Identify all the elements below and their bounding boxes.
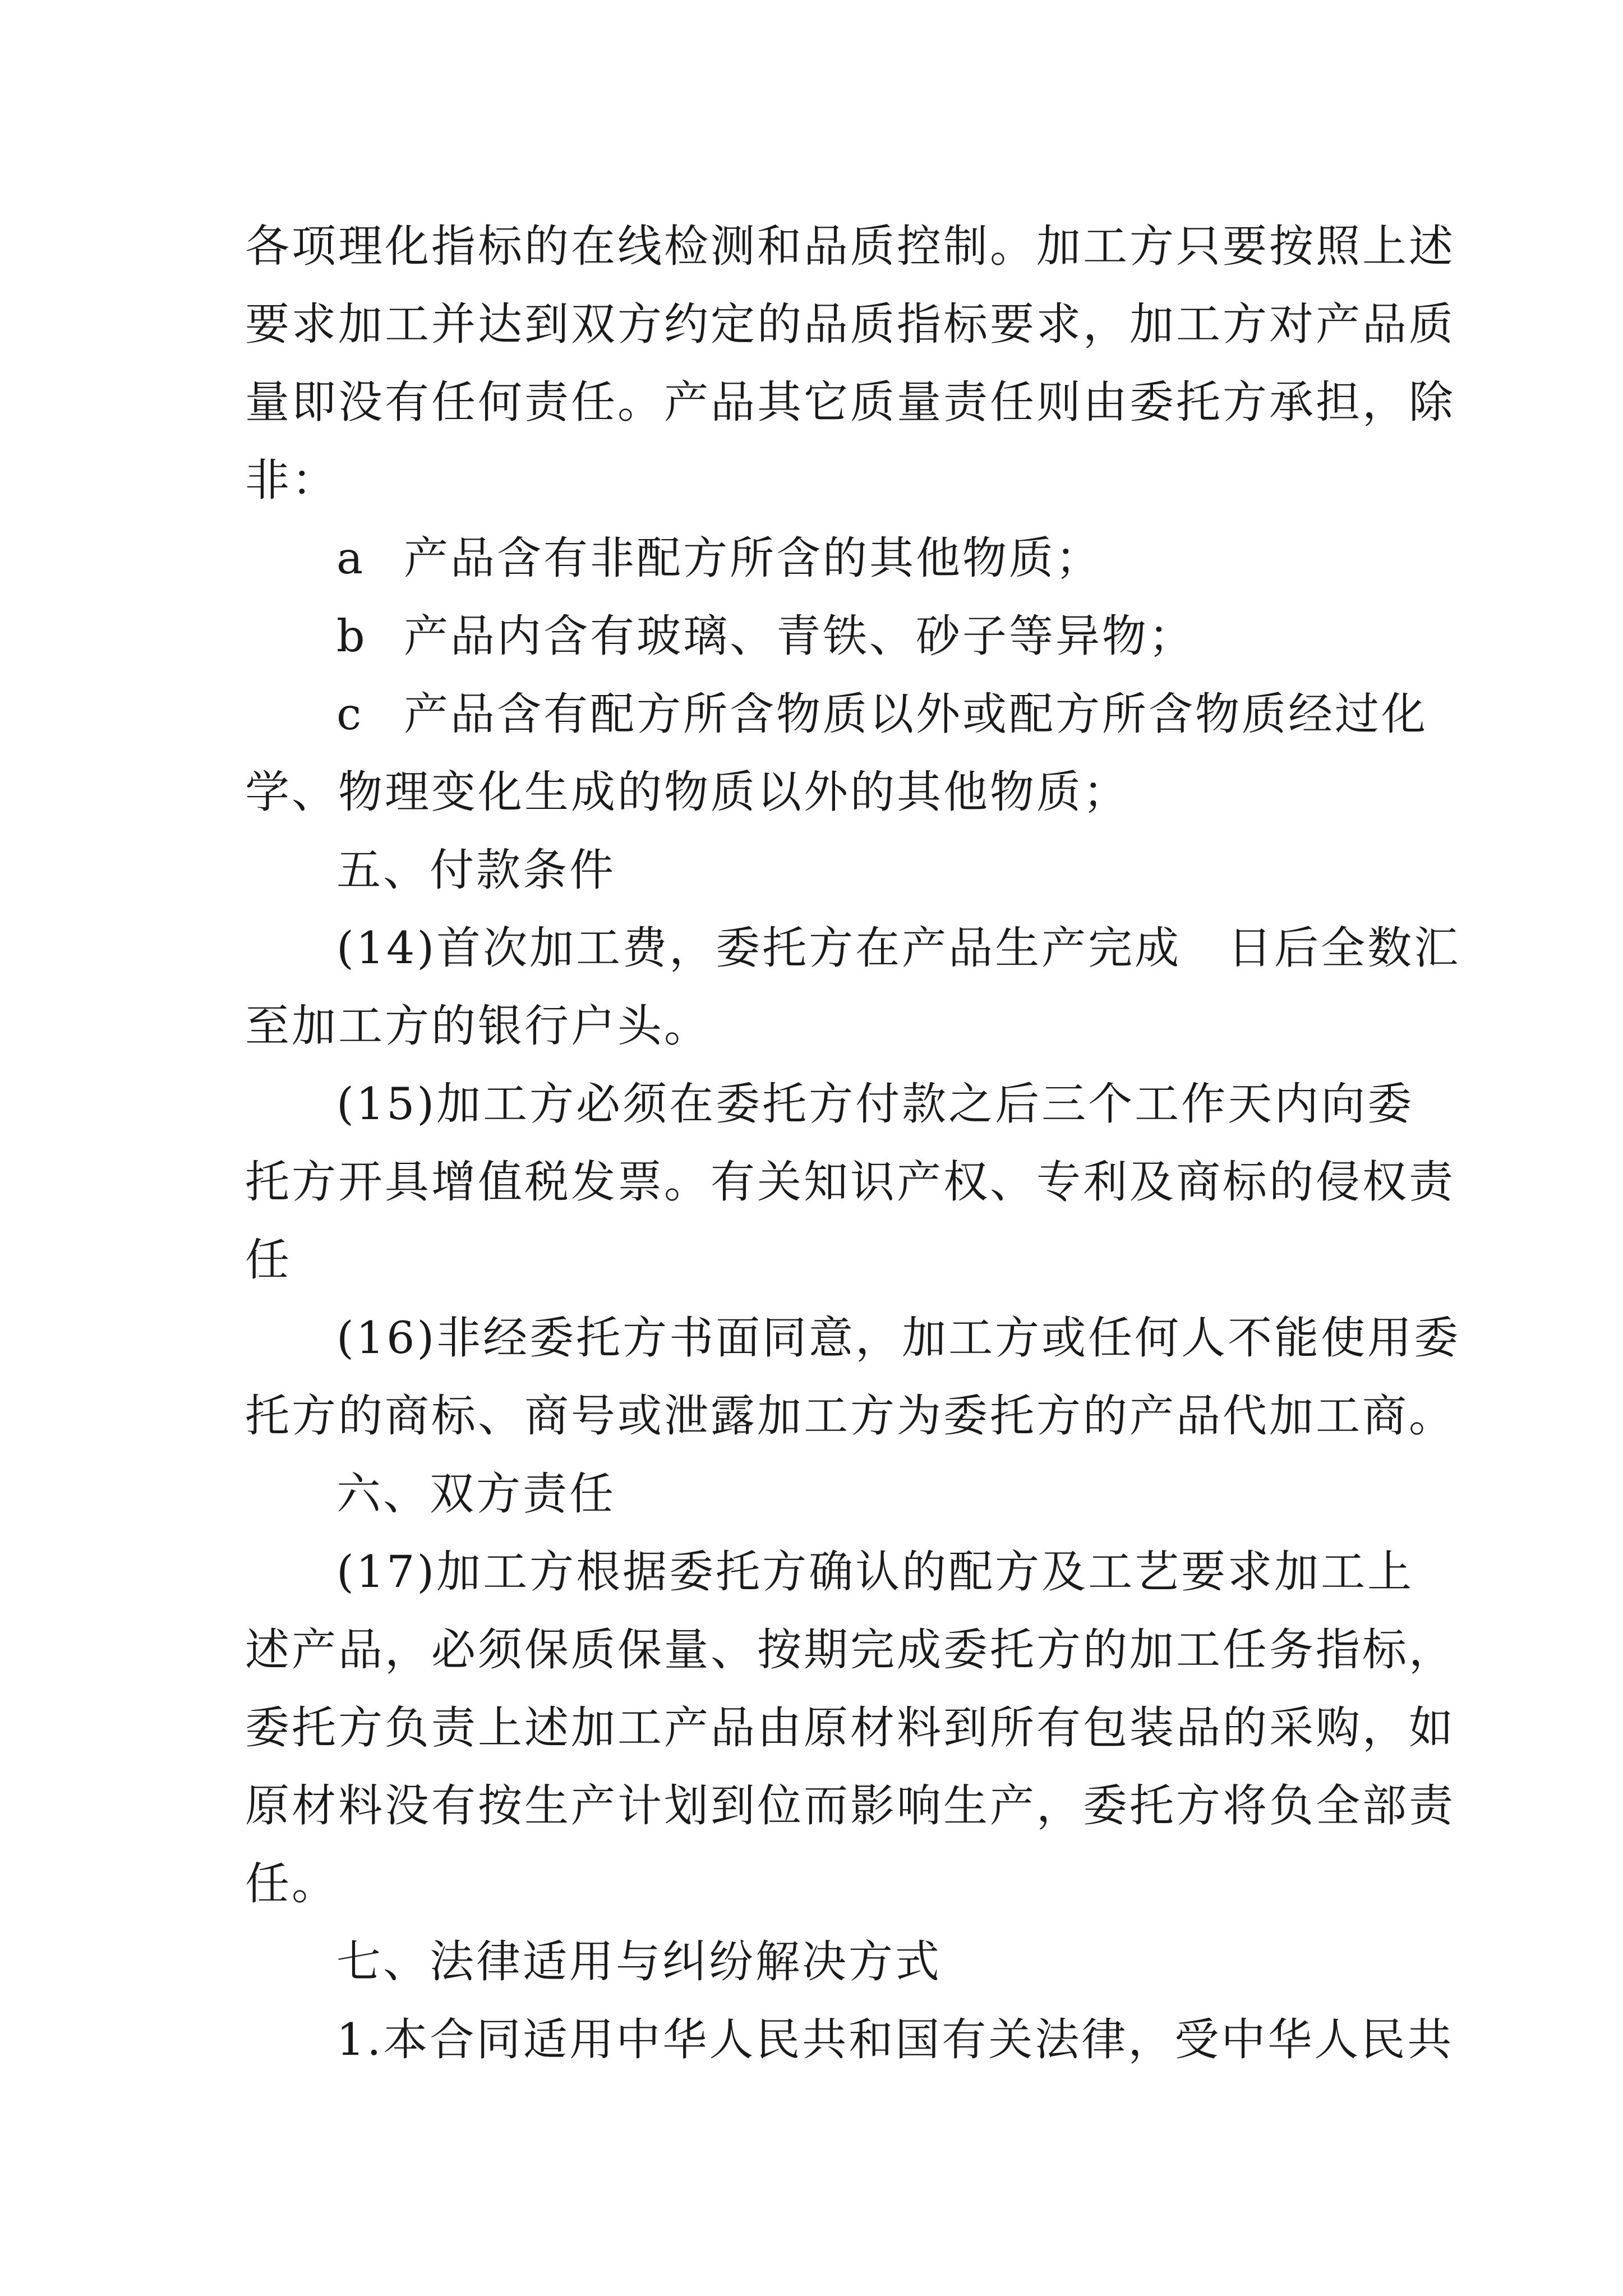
body-line: 要求加工并达到双方约定的品质指标要求，加工方对产品质 [245,298,1455,350]
body-line: 托方开具增值税发票。有关知识产权、专利及商标的侵权责 [245,1156,1455,1208]
list-marker: b [336,610,367,662]
list-marker: c [336,688,364,740]
list-item-text: 产品含有非配方所含的其他物质； [404,532,1102,584]
body-line: 学、物理变化生成的物质以外的其他物质； [245,766,1129,818]
clause-16: (16)非经委托方书面同意，加工方或任何人不能使用委 [336,1312,1461,1364]
body-line: 原材料没有按生产计划到位而影响生产，委托方将负全部责 [245,1780,1455,1832]
section-heading-law: 七、法律适用与纠纷解决方式 [336,1936,942,1987]
body-line: 述产品，必须保质保量、按期完成委托方的加工任务指标， [245,1624,1455,1676]
clause-law-1: 1.本合同适用中华人民共和国有关法律，受中华人民共 [336,2014,1454,2065]
clause-14: (14)首次加工费，委托方在产品生产完成 日后全数汇 [336,922,1461,974]
document-body [245,208,1461,2079]
section-heading-payment: 五、付款条件 [336,844,616,896]
body-line: 至加工方的银行户头。 [245,1000,711,1052]
body-line: 托方的商标、商号或泄露加工方为委托方的产品代加工商。 [245,1390,1455,1442]
list-item-text: 产品含有配方所含物质以外或配方所含物质经过化 [404,688,1428,740]
list-marker: a [336,532,366,584]
body-line: 量即没有任何责任。产品其它质量责任则由委托方承担，除 [245,376,1455,428]
list-item-b [245,597,1389,675]
list-item-c [245,675,1428,753]
clause-17: (17)加工方根据委托方确认的配方及工艺要求加工上 [336,1546,1414,1598]
body-line: 任。 [245,1858,338,1910]
clause-15: (15)加工方必须在委托方付款之后三个工作天内向委 [336,1078,1414,1130]
body-line: 委托方负责上述加工产品由原材料到所有包装品的采购，如 [245,1702,1455,1754]
list-item-a [245,519,1389,597]
body-line: 各项理化指标的在线检测和品质控制。加工方只要按照上述 [245,220,1455,272]
body-line: 任 [245,1234,292,1286]
list-item-text: 产品内含有玻璃、青铁、砂子等异物； [404,610,1195,662]
body-line: 非： [245,454,338,506]
section-heading-responsibilities: 六、双方责任 [336,1468,616,1520]
